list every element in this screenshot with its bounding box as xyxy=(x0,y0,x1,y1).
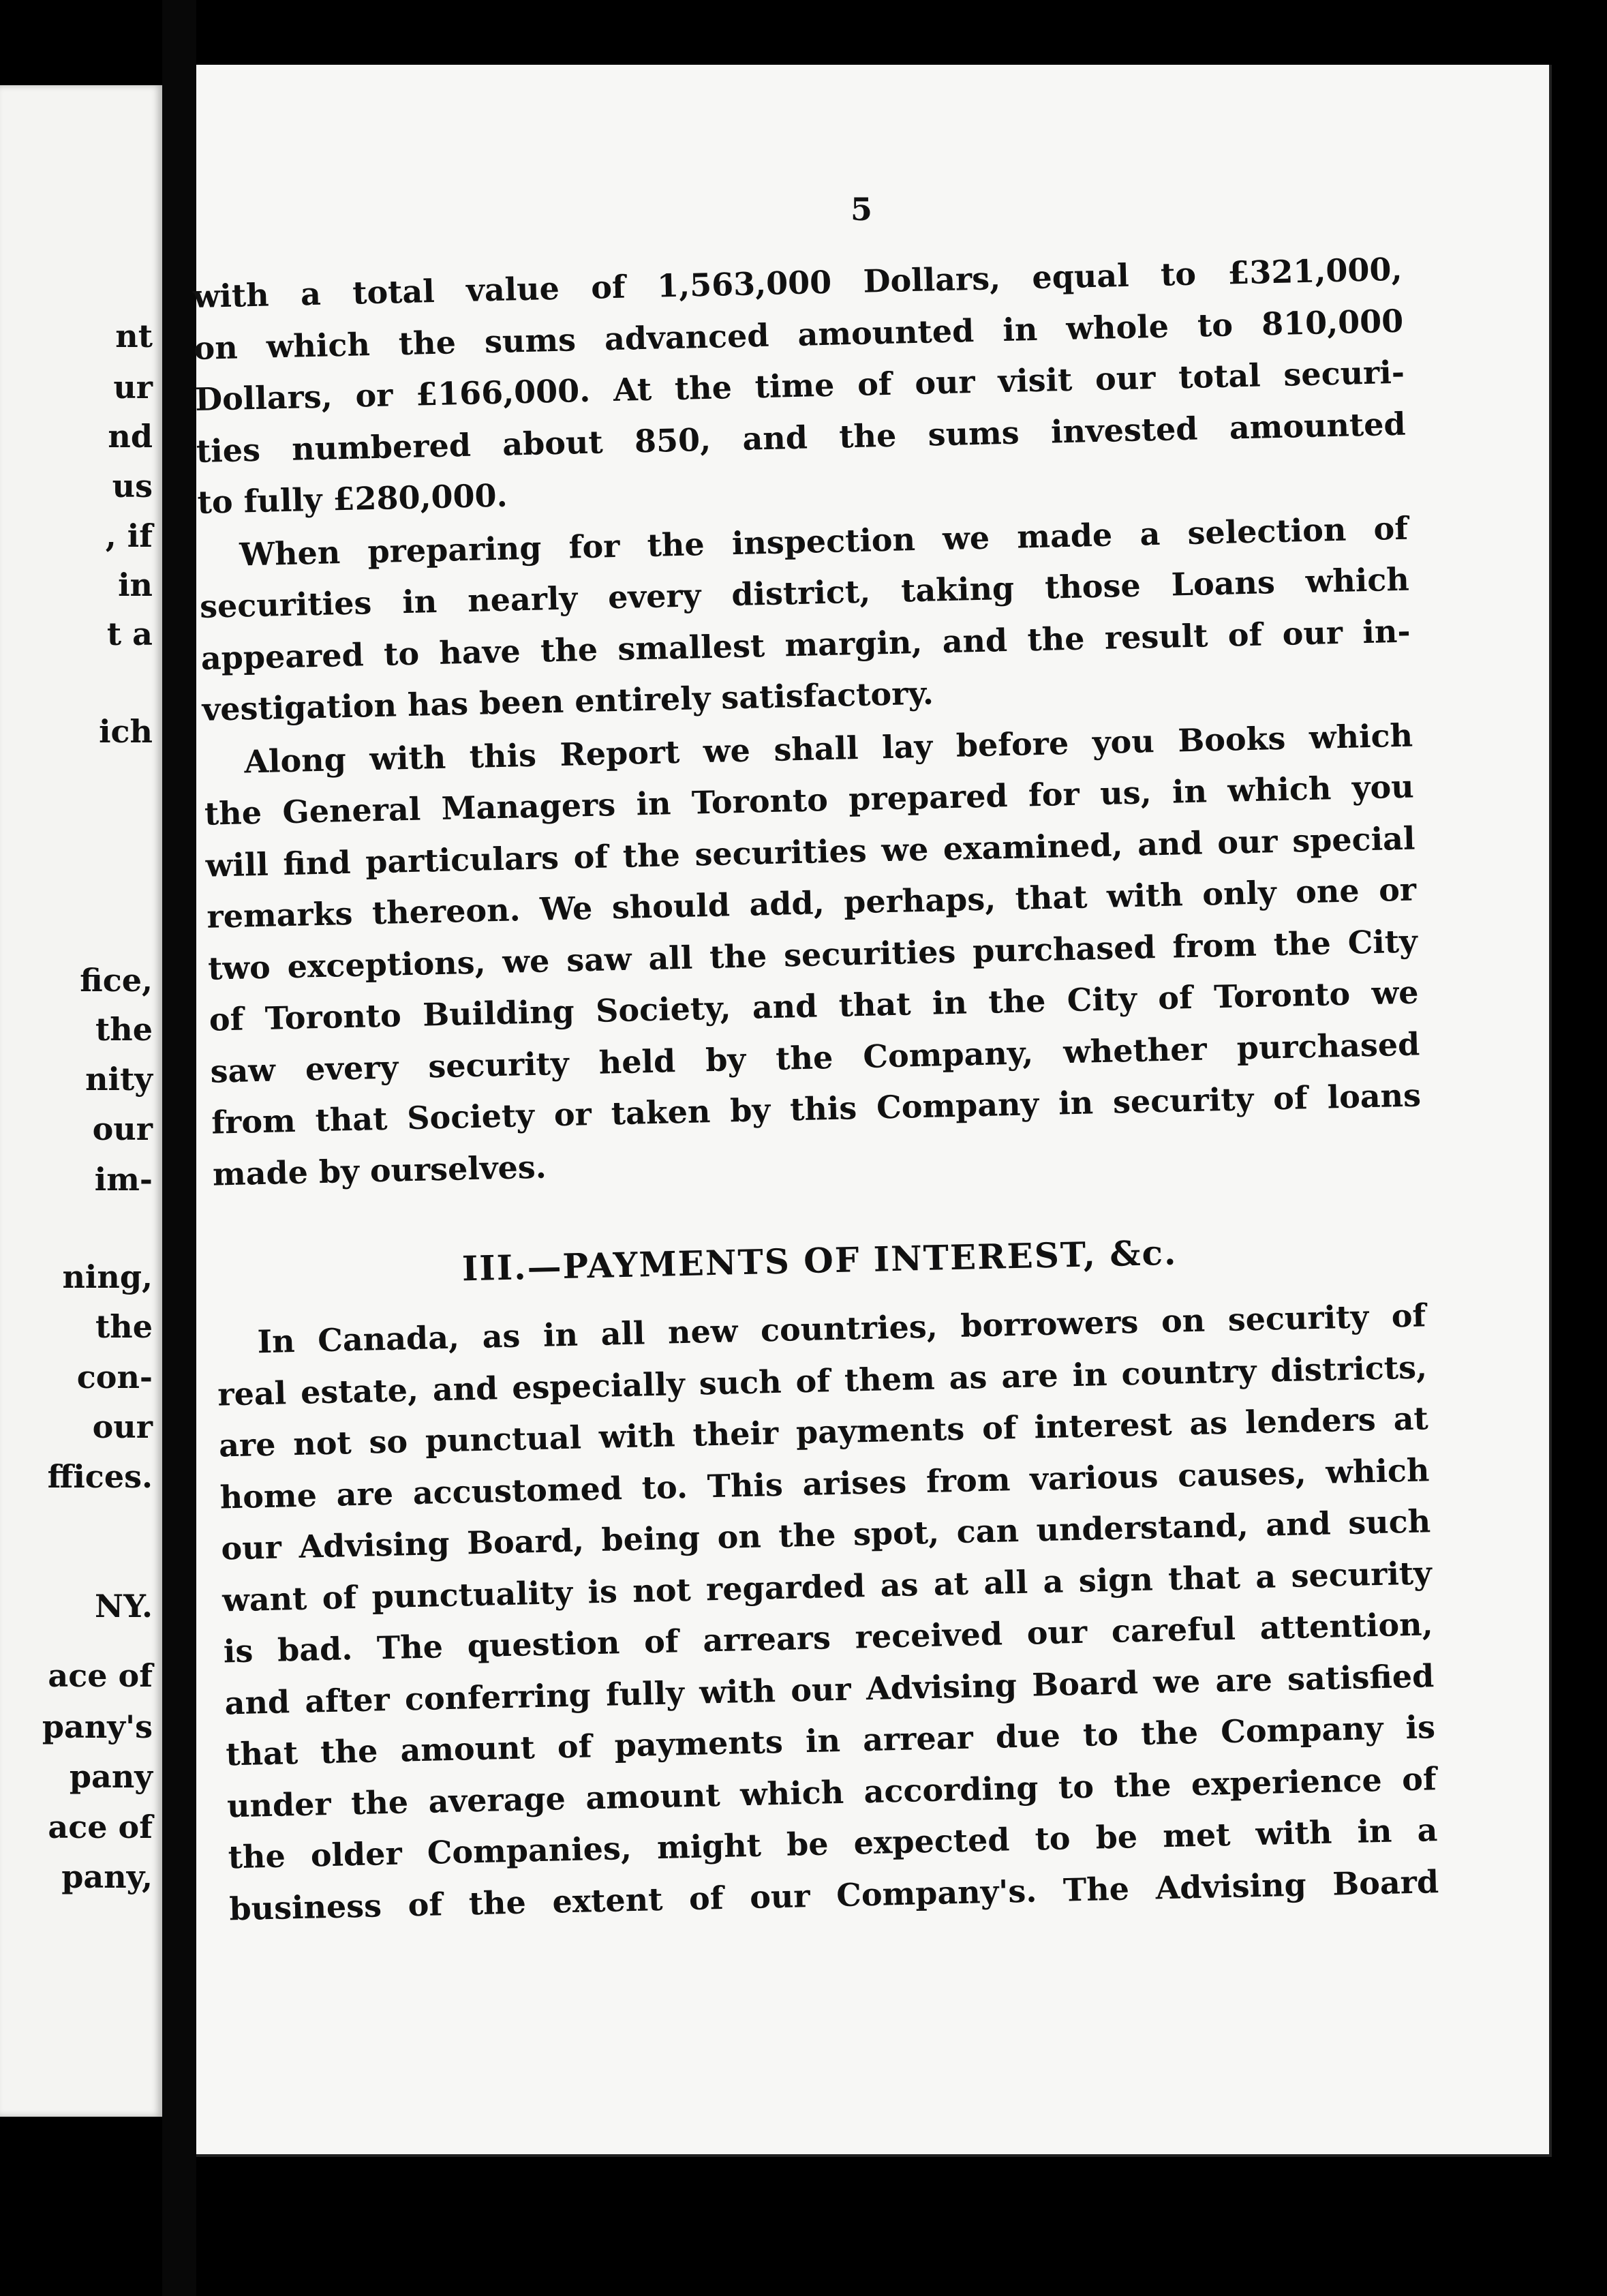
text-line: from that Society or taken by this Company in security of loans xyxy=(211,1076,1422,1141)
left-page-fragment: our xyxy=(92,1111,153,1147)
text-line: the General Managers in Toronto prepared for us, in which you xyxy=(204,768,1415,832)
text-line: appeared to have the smallest margin, and the result of our in- xyxy=(200,612,1411,677)
text-line: Dollars, or £166,000. At the time of our visit our total securi- xyxy=(194,353,1405,418)
book-gutter xyxy=(162,0,196,2296)
left-page-fragment: nity xyxy=(85,1061,153,1098)
left-page-fragment: in xyxy=(118,567,153,603)
text-line: our Advising Board, being on the spot, can understand, and such xyxy=(220,1502,1431,1567)
left-page-fragment: fice, xyxy=(80,962,153,999)
left-page-fragment: nd xyxy=(108,418,153,455)
text-line: saw every security held by the Company, whether purchased xyxy=(210,1025,1420,1090)
left-facing-page xyxy=(0,85,162,2117)
paragraph xyxy=(216,1290,1439,1935)
text-line: that the amount of payments in arrear due to the Company is xyxy=(225,1708,1436,1773)
text-line: When preparing for the inspection we made a selection of xyxy=(239,509,1409,573)
left-page-fragment: the xyxy=(95,1308,153,1345)
text-line: on which the sums advanced amounted in whole to 810,000 xyxy=(193,302,1404,367)
left-page-fragment: pany xyxy=(69,1758,153,1795)
text-line: are not so punctual with their payments of interest as lenders at xyxy=(218,1400,1429,1464)
left-page-fragment: ace of xyxy=(48,1657,153,1694)
paragraph xyxy=(198,502,1412,736)
left-page-fragment: ffices. xyxy=(47,1458,153,1495)
left-page-fragment: pany, xyxy=(61,1858,153,1895)
text-line: business of the extent of our Company's. The Advising Board xyxy=(228,1862,1439,1927)
left-page-fragment: im- xyxy=(94,1161,153,1198)
left-page-fragment: our xyxy=(92,1408,153,1445)
page-number: 5 xyxy=(851,191,873,228)
text-line: Along with this Report we shall lay before you Books which xyxy=(243,716,1413,780)
text-line: is bad. The question of arrears received our careful attention, xyxy=(223,1605,1434,1670)
paragraph xyxy=(192,244,1407,529)
left-page-fragment: us xyxy=(112,468,153,504)
body-text xyxy=(192,244,1439,1935)
left-page-fragment: pany's xyxy=(42,1708,153,1745)
left-page-fragment: t a xyxy=(106,616,153,652)
left-page-fragment: ace of xyxy=(48,1809,153,1845)
text-line: under the average amount which according to the experience of xyxy=(226,1759,1437,1824)
text-line: will find particulars of the securities we examined, and our special xyxy=(205,819,1415,884)
left-page-fragment: NY. xyxy=(95,1588,153,1625)
text-line: to fully £280,000. xyxy=(197,477,508,521)
text-line: the older Companies, might be expected to be met with in a xyxy=(228,1811,1438,1876)
text-line: securities in nearly every district, taking those Loans which xyxy=(199,560,1410,625)
text-line: ties numbered about 850, and the sums invested amounted xyxy=(196,405,1407,470)
text-line: made by ourselves. xyxy=(212,1148,547,1193)
left-page-fragment: nt xyxy=(115,318,153,354)
text-line: two exceptions, we saw all the securities purchased from the City xyxy=(207,922,1418,987)
text-line: home are accustomed to. This arises from various causes, which xyxy=(219,1451,1430,1516)
left-page-fragment: the xyxy=(95,1011,153,1048)
text-line: vestigation has been entirely satisfactory. xyxy=(201,674,934,728)
left-page-fragment: ning, xyxy=(62,1258,153,1295)
left-page-fragment: ich xyxy=(99,713,153,750)
text-line: with a total value of 1,563,000 Dollars, equal to £321,000, xyxy=(192,250,1403,315)
section-heading: III.—PAYMENTS OF INTEREST, &c. xyxy=(461,1232,1178,1289)
left-page-fragment: ur xyxy=(113,369,153,406)
left-page-fragment: con- xyxy=(76,1359,153,1395)
text-line: and after conferring fully with our Advising Board we are satisfied xyxy=(224,1657,1435,1721)
paragraph xyxy=(203,710,1423,1200)
text-line: In Canada, as in all new countries, borrowers on security of xyxy=(257,1297,1426,1361)
text-line: remarks thereon. We should add, perhaps, that with only one or xyxy=(206,871,1417,935)
text-line: want of punctuality is not regarded as at all a sign that a security xyxy=(221,1554,1433,1618)
text-line: real estate, and especially such of them as are in country districts, xyxy=(217,1348,1428,1413)
text-line: of Toronto Building Society, and that in the City of Toronto we xyxy=(209,973,1420,1038)
left-page-fragment: , if xyxy=(105,517,153,554)
